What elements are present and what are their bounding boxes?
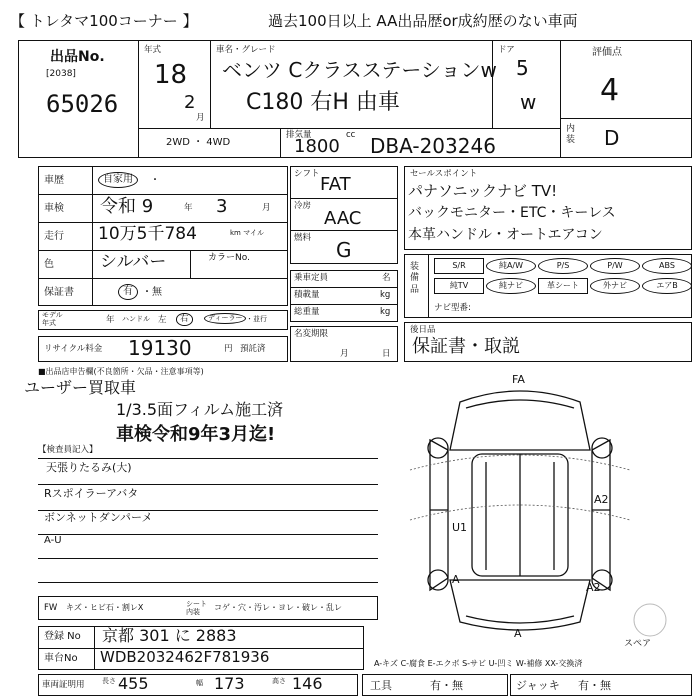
- equipment-cell-0-2: P/S: [538, 258, 588, 274]
- load-unit: kg: [380, 290, 391, 300]
- sales-point-line1: パナソニックナビ TV!: [408, 182, 558, 200]
- sales-point-label: セールスポイント: [410, 169, 478, 179]
- exhibitor-note-line2: 1/3.5面フィルム施工済: [116, 400, 284, 419]
- recycle-unit: 円: [224, 344, 233, 354]
- warranty-no: ・無: [142, 287, 162, 298]
- equipment-cell-0-4: ABS: [642, 258, 692, 274]
- handle-right: 右: [176, 313, 193, 326]
- displacement-hand: 1800: [294, 136, 340, 157]
- displacement-unit: cc: [346, 130, 356, 140]
- fw-text: キズ・ヒビ石・割レX: [66, 603, 144, 612]
- jack-label: ジャッキ: [516, 679, 560, 692]
- inspection-year-label: 年: [184, 203, 193, 213]
- dealer-option: ディーラー: [204, 313, 246, 324]
- name-change-label: 名変期限: [294, 329, 329, 339]
- displacement-label: 排気量: [286, 130, 312, 140]
- fuel-hand: G: [336, 238, 352, 262]
- score-hand: 4: [600, 73, 620, 108]
- recycle-label: リサイクル料金: [44, 344, 103, 354]
- inspection-month-label: 月: [262, 203, 271, 213]
- score-label: 評価点: [592, 47, 622, 58]
- fuel-label: 燃料: [294, 233, 312, 243]
- height-hand: 146: [292, 674, 323, 693]
- seat-text: コゲ・穴・汚レ・ヨレ・破レ・乱レ: [214, 603, 342, 612]
- warranty-yes: 有: [118, 284, 138, 300]
- exhibitor-note-line3: 車検令和9年3月迄!: [116, 424, 276, 445]
- color-hand: シルバー: [100, 252, 167, 272]
- mileage-hand: 10万5千784: [98, 224, 197, 244]
- cooling-hand: AAC: [324, 208, 362, 229]
- docs-hand: 保証書・取説: [412, 336, 520, 357]
- mileage-unit: km マイル: [230, 229, 264, 237]
- equipment-cell-0-1: 純A/W: [486, 258, 536, 274]
- name-change-day: 日: [382, 349, 391, 359]
- tools-value: 有・無: [430, 679, 463, 692]
- diagram-mark-a2-lower: A2: [586, 581, 601, 594]
- seats-label: 乗車定員: [294, 273, 329, 283]
- inspection-month-hand: 3: [216, 196, 228, 217]
- mileage-label: 走行: [44, 231, 64, 242]
- car-damage-diagram: [400, 370, 692, 650]
- weight-label: 総重量: [294, 307, 320, 317]
- lot-number: 65026: [46, 90, 119, 118]
- header-title-left: 【 トレタマ100コーナー 】: [10, 12, 198, 30]
- load-label: 積載量: [294, 290, 320, 300]
- diagram-mark-front: FA: [512, 373, 525, 386]
- lot-label: 出品No.: [50, 49, 105, 65]
- docs-label: 後日品: [410, 325, 436, 335]
- chassis-label: 車台No: [44, 653, 78, 664]
- door-label: ドア: [498, 45, 515, 55]
- recycle-amount-hand: 19130: [128, 336, 192, 360]
- inspector-line4: A-U: [44, 535, 62, 546]
- exhibitor-note-line1: ユーザー買取車: [24, 378, 137, 397]
- color-no-label: カラーNo.: [208, 253, 250, 263]
- diagram-mark-a2-right: A2: [594, 493, 609, 506]
- history-dots: ・: [150, 175, 160, 186]
- vehicle-name-hand: ベンツ Cクラスステーションw: [222, 58, 497, 82]
- weight-unit: kg: [380, 307, 391, 317]
- header-title-right: 過去100日以上 AA出品歴or成約歴のない車両: [268, 12, 578, 30]
- equipment-cell-1-1: 純ナビ: [486, 278, 536, 294]
- name-change-month: 月: [340, 349, 349, 359]
- equipment-cell-1-3: 外ナビ: [590, 278, 640, 294]
- exhibitor-notes-label: ■出品店申告欄(不良箇所・欠品・注意事項等): [38, 367, 204, 376]
- inspector-label: 【検査員記入】: [38, 445, 98, 455]
- month-hand: 2: [184, 92, 196, 113]
- seat-label: シート 内装: [186, 600, 207, 617]
- equipment-cell-1-2: 革シート: [538, 278, 588, 294]
- diagram-mark-a-left: A: [452, 573, 460, 586]
- height-label: 高さ: [272, 677, 286, 685]
- handle-left: 左: [158, 315, 167, 325]
- chassis-hand: WDB2032462F781936: [100, 648, 270, 666]
- recycle-note: 預託済: [240, 344, 266, 354]
- reg-label: 登録 No: [44, 631, 81, 642]
- length-label: 長さ: [102, 677, 116, 685]
- jack-value: 有・無: [578, 679, 611, 692]
- equipment-cell-0-0: S/R: [434, 258, 484, 274]
- door-hand: 5: [516, 56, 529, 80]
- color-label: 色: [44, 259, 54, 270]
- model-suffix: 年: [106, 315, 115, 325]
- damage-legend: A-キズ C-腐食 E-エクボ S-サビ U-凹ミ W-補修 XX-交換済: [374, 659, 583, 668]
- equipment-cell-0-3: P/W: [590, 258, 640, 274]
- model-code-hand: DBA-203246: [370, 134, 496, 158]
- diagram-mark-rear: A: [514, 627, 522, 640]
- drive-label: 2WD ・ 4WD: [166, 137, 231, 148]
- equipment-label: 装備品: [410, 262, 420, 295]
- door-type-hand: w: [520, 90, 537, 114]
- model-label: モデル 年式: [42, 311, 63, 327]
- length-hand: 455: [118, 674, 149, 693]
- inspection-hand: 令和 9: [100, 196, 154, 217]
- month-suffix: 月: [196, 113, 205, 123]
- shift-hand: FAT: [320, 174, 351, 195]
- diagram-mark-u1: U1: [452, 521, 468, 534]
- spare-label: スペア: [624, 639, 652, 649]
- parallel-option: ・並行: [246, 315, 267, 323]
- dimensions-label: 車両証明用: [42, 680, 85, 690]
- width-label: 幅: [196, 679, 203, 687]
- inspector-line1: 天張りたるみ(大): [46, 461, 132, 474]
- interior-label: 内装: [566, 124, 576, 145]
- year-hand: 18: [154, 60, 188, 90]
- inspector-line2: Rスポイラーアバタ: [44, 487, 139, 500]
- header-bar: [6, 6, 694, 32]
- vehicle-grade-hand: C180 右H 由車: [246, 90, 400, 115]
- sales-point-line3: 本革ハンドル・オートエアコン: [408, 227, 603, 243]
- tools-label: 工具: [370, 679, 392, 692]
- lot-sub-code: [2038]: [46, 69, 76, 79]
- nav-model-label: ナビ型番:: [434, 303, 471, 313]
- warranty-label: 保証書: [44, 287, 74, 298]
- sales-point-line2: バックモニター・ETC・キーレス: [408, 205, 616, 221]
- seats-unit: 名: [382, 273, 391, 283]
- equipment-cell-1-4: エアB: [642, 278, 692, 294]
- cooling-label: 冷房: [294, 201, 312, 211]
- year-label: 年式: [144, 45, 162, 55]
- history-label: 車歴: [44, 175, 64, 186]
- reg-hand: 京都 301 に 2883: [102, 626, 237, 645]
- name-grade-label: 車名・グレード: [216, 45, 276, 55]
- width-hand: 173: [214, 674, 245, 693]
- inspection-label: 車検: [44, 203, 64, 214]
- history-value: 自家用: [98, 172, 138, 188]
- inspector-line3: ボンネットダンパーメ: [44, 511, 153, 524]
- shift-label: シフト: [294, 169, 320, 179]
- handle-label: ハンドル: [122, 315, 150, 323]
- equipment-cell-1-0: 純TV: [434, 278, 484, 294]
- interior-score: D: [604, 126, 620, 150]
- fw-label: FW: [44, 603, 58, 613]
